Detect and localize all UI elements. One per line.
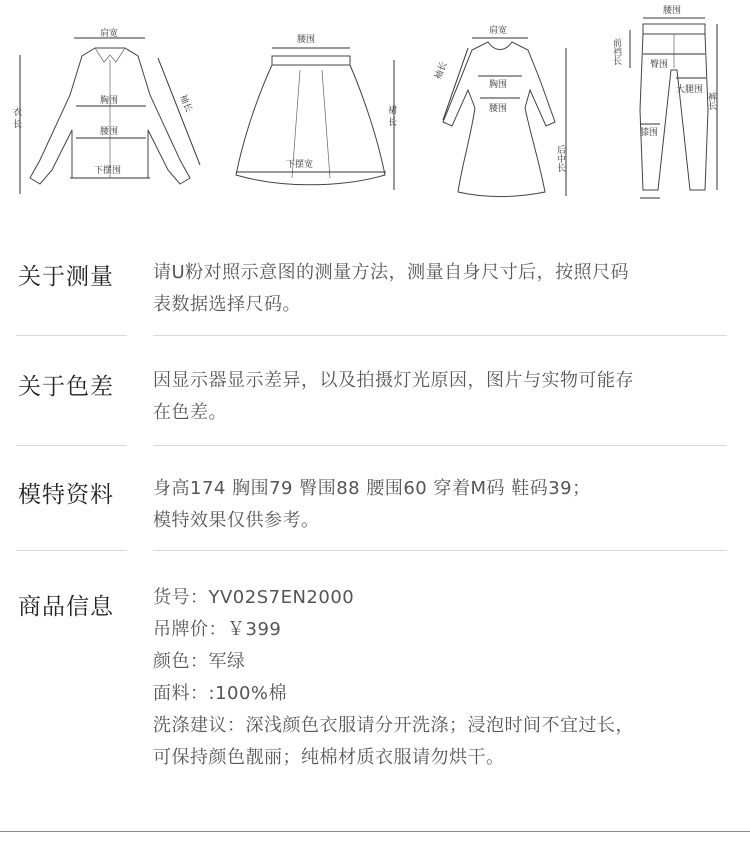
dress-sleeve-label: 袖长: [433, 60, 450, 82]
bottom-divider: [0, 831, 750, 832]
divider: [153, 335, 727, 336]
divider: [16, 335, 127, 336]
pants-hip-label: 臀围: [650, 60, 669, 70]
skirt-waist-label: 腰围: [297, 35, 316, 45]
shirt-shoulder-label: 肩宽: [100, 29, 119, 39]
skirt-length-label-top: 裙: [388, 106, 398, 116]
size-diagrams: [0, 0, 750, 215]
section-title: 关于测量: [18, 264, 114, 290]
pants-waist-label: 腰围: [663, 6, 682, 16]
section-line: 在色差。: [153, 402, 227, 423]
shirt-sleeve-label: 袖长: [177, 93, 194, 114]
product-fabric: 面料：:100%棉: [153, 683, 288, 704]
shirt-waist-label: 腰围: [100, 127, 119, 137]
pants-length-label: 裤长: [706, 92, 716, 110]
shirt-length-label-bottom: 长: [13, 120, 23, 130]
divider: [16, 550, 127, 551]
dress-chest-label: 胸围: [489, 80, 508, 90]
shirt-chest-label: 胸围: [100, 96, 119, 106]
dress-back-length-label: 后中长: [555, 145, 565, 172]
section-line: 表数据选择尺码。: [153, 294, 301, 315]
pants-front-rise-label: 前裆长: [611, 38, 621, 65]
shirt-length-label-top: 衣: [13, 108, 23, 118]
section-body: [153, 473, 733, 537]
section-line: 请U粉对照示意图的测量方法，测量自身尺寸后，按照尺码: [153, 262, 630, 283]
product-care: 可保持颜色靓丽；纯棉材质衣服请勿烘干。: [153, 747, 505, 768]
section-title: 关于色差: [18, 374, 114, 400]
dress-waist-label: 腰围: [489, 104, 508, 114]
product-sku: 货号：YV02S7EN2000: [153, 587, 355, 608]
section-line: 身高174 胸围79 臀围88 腰围60 穿着M码 鞋码39；: [153, 478, 591, 499]
pants-knee-label: 膝围: [640, 128, 659, 138]
product-color: 颜色：军绿: [153, 651, 246, 672]
dress-shoulder-label: 肩宽: [489, 26, 508, 36]
skirt-hem-label: 下摆宽: [286, 160, 314, 170]
section-body: [153, 365, 733, 429]
section-line: 因显示器显示差异，以及拍摄灯光原因，图片与实物可能存: [153, 370, 634, 391]
divider: [16, 445, 127, 446]
section-body: [153, 582, 733, 774]
section-title: 商品信息: [18, 594, 114, 620]
skirt-diagram: [236, 34, 397, 190]
product-care: 洗涤建议：深浅颜色衣服请分开洗涤；浸泡时间不宜过长，: [153, 715, 634, 736]
dress-diagram: [432, 24, 566, 197]
section-body: [153, 257, 733, 321]
section-title: 模特资料: [18, 482, 114, 508]
divider: [153, 445, 727, 446]
skirt-length-label-bottom: 长: [388, 118, 398, 128]
shirt-diagram: [13, 27, 200, 194]
pants-thigh-label: 大腿围: [676, 85, 704, 95]
divider: [153, 550, 727, 551]
pants-diagram: [611, 5, 717, 198]
section-line: 模特效果仅供参考。: [153, 510, 320, 531]
product-price: 吊牌价：￥399: [153, 619, 282, 640]
shirt-hem-label: 下摆围: [94, 166, 122, 176]
